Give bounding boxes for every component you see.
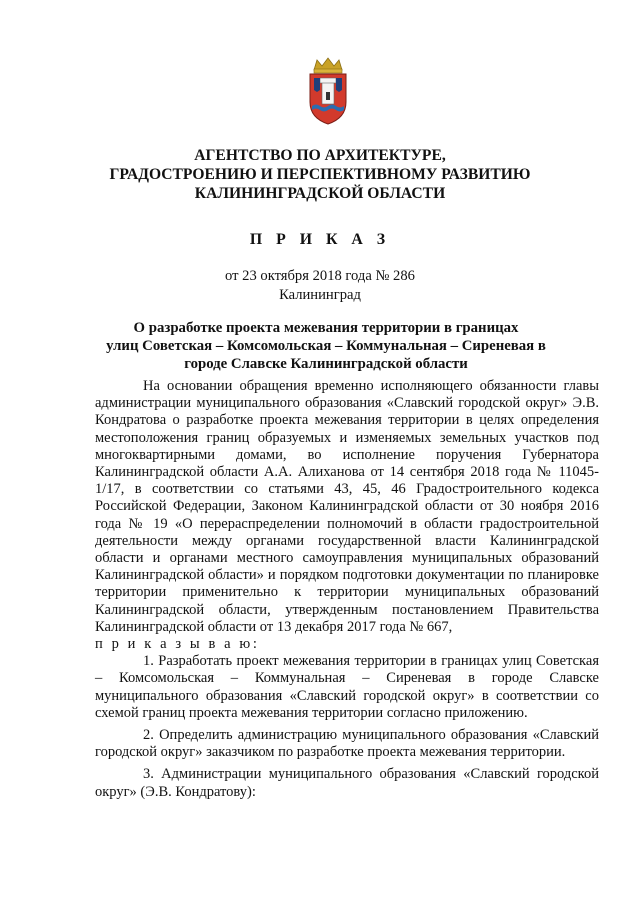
order-title-line-2: улиц Советская – Комсомольская – Коммунальная – Сиреневая в (106, 338, 546, 354)
agency-name-line-2: ГРАДОСТРОЕНИЮ И ПЕРСПЕКТИВНОМУ РАЗВИТИЮ (109, 166, 531, 183)
agency-name (60, 146, 580, 203)
order-date-number: от 23 октября 2018 года № 286 (225, 268, 415, 284)
item-1-paragraph: 1. Разработать проект межевания территории в границах улиц Советская – Комсомольская – Коммунальная – Сиреневая в городе Славске муниципального образования «Славский городской округ» в соответствии со схемой границ проекта межевания территории согласно приложению. (95, 653, 599, 721)
preamble-paragraph: На основании обращения временно исполняющего обязанности главы администрации муниципального образования «Славский городской округ» Э.В. Кондратова о разработке проекта межевания территории в целях определения местоположения границ образуемых и изменяемых земельных участков под многоквартирными домами, во исполнение поручения Губернатора Калининградской области А.А. Алиханова от 14 сентября 2018 года № 11045-1/17, в соответствии со статьями 43, 45, 46 Градостроительного кодекса Российской Федерации, Законом Калининградской области от 30 ноября 2016 года № 19 «О перераспределении полномочий в области градостроительной деятельности между органами государственной власти Калининградской области и органами местного самоуправления муниципальных образований Калининградской области» и порядком подготовки документации по планировке территории применительно к территории муниципальных образований Калининградской области, утвержденным постановлением Правительства Калининградской области от 13 декабря 2017 года № 667, (95, 378, 599, 635)
order-title (96, 319, 556, 373)
item-3-paragraph: 3. Администрации муниципального образования «Славский городской округ» (Э.В. Кондратову): (95, 766, 599, 800)
order-meta (60, 267, 580, 305)
order-city: Калининград (279, 287, 361, 303)
order-word: п р и к а з ы в а ю: (95, 636, 260, 653)
agency-name-line-3: КАЛИНИНГРАДСКОЙ ОБЛАСТИ (194, 185, 446, 202)
order-heading: П Р И К А З (249, 231, 391, 248)
agency-name-line-1: АГЕНТСТВО ПО АРХИТЕКТУРЕ, (194, 147, 446, 164)
order-title-line-3: городе Славске Калининградской области (184, 356, 468, 372)
item-2-paragraph: 2. Определить администрацию муниципального образования «Славский городской округ» заказчиком по разработке проекта межевания территории. (95, 727, 599, 761)
order-title-line-1: О разработке проекта межевания территории в границах (133, 320, 519, 336)
coat-of-arms-icon (304, 56, 352, 126)
order-body (95, 378, 599, 801)
